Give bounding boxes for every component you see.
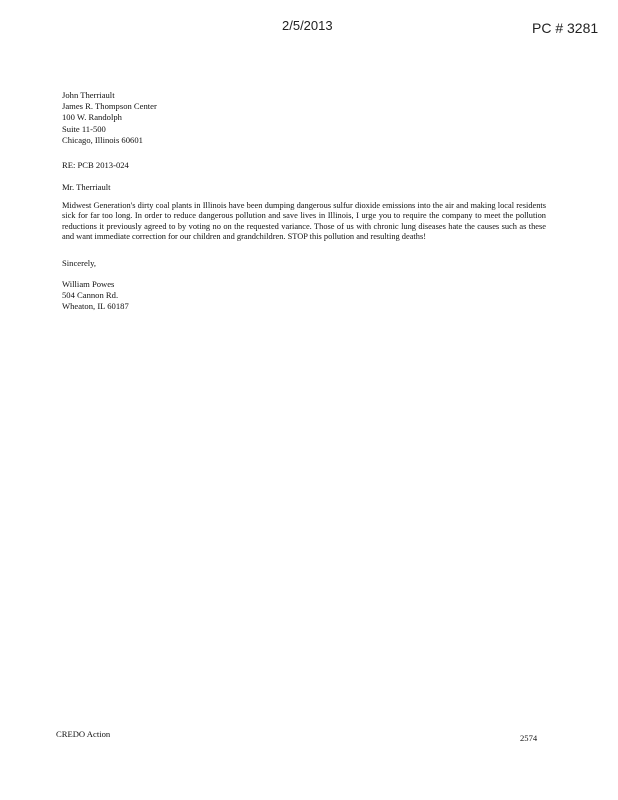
footer-source: CREDO Action	[56, 729, 111, 739]
address-line: 100 W. Randolph	[62, 112, 122, 123]
reference-line: RE: PCB 2013-024	[62, 160, 129, 170]
signature-line: 504 Cannon Rd.	[62, 290, 119, 301]
address-line: Suite 11-500	[62, 123, 106, 134]
address-line: John Therriault	[62, 90, 115, 100]
address-line: James R. Thompson Center	[62, 101, 157, 112]
footer-page-number: 2574	[520, 733, 538, 743]
salutation: Mr. Therriault	[62, 182, 111, 192]
signature-block	[62, 279, 129, 313]
recipient-address	[62, 90, 157, 146]
signature-line: William Powes	[62, 279, 115, 289]
header-date: 2/5/2013	[282, 18, 333, 33]
address-line: Chicago, Illinois 60601	[62, 134, 143, 145]
signature-line: Wheaton, IL 60187	[62, 301, 129, 312]
closing: Sincerely,	[62, 258, 97, 268]
header-pc-number: PC # 3281	[532, 20, 599, 36]
letter-body: Midwest Generation's dirty coal plants in Illinois have been dumping dangerous sulfur dioxide emissions into the air and making local residents sick for far too long. In order to reduce dangerous pollution and save lives in Illinois, I urge you to require the company to meet the pollution reductions it previously agreed to by voting no on the requested variance. Those of us with chronic lung diseases hate the causes such as these and want immediate correction for our children and grandchildren. STOP this pollution and resulting deaths!	[62, 201, 546, 242]
